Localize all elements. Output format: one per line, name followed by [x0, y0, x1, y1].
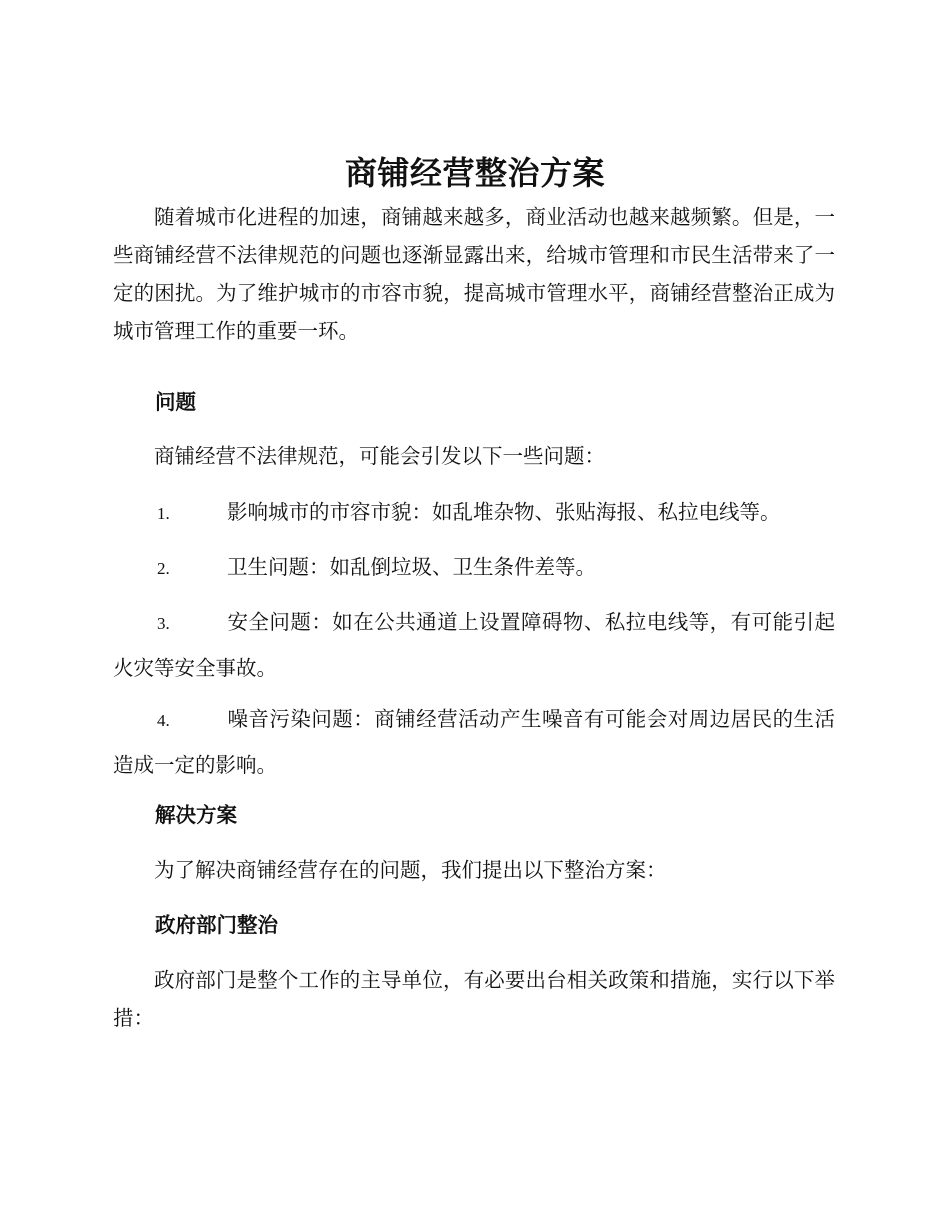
- problems-lead-paragraph: 商铺经营不法律规范，可能会引发以下一些问题：: [154, 444, 605, 468]
- solutions-heading: 解决方案: [155, 803, 237, 827]
- government-paragraph: 政府部门是整个工作的主导单位，有必要出台相关政策和措施，实行以下举措：: [113, 968, 835, 1030]
- list-item-text: 噪音污染问题：商铺经营活动产生噪音有可能会对周边居民的生活造成一定的影响。: [113, 707, 835, 777]
- list-item-text: 影响城市的市容市貌：如乱堆杂物、张贴海报、私拉电线等。: [227, 500, 781, 524]
- list-item-number: 4.: [157, 711, 170, 730]
- document-title: 商铺经营整治方案: [344, 154, 605, 192]
- list-item-number: 1.: [157, 504, 170, 523]
- problem-list-item: [113, 545, 835, 591]
- list-item-text: 卫生问题：如乱倒垃圾、卫生条件差等。: [227, 555, 596, 579]
- solutions-lead-paragraph: 为了解决商铺经营存在的问题，我们提出以下整治方案：: [154, 858, 667, 882]
- problem-list-item: [113, 490, 835, 536]
- list-item-number: 3.: [157, 614, 170, 633]
- problems-heading: 问题: [155, 390, 196, 414]
- intro-paragraph: 随着城市化进程的加速，商铺越来越多，商业活动也越来越频繁。但是，一些商铺经营不法律规范的问题也逐渐显露出来，给城市管理和市民生活带来了一定的困扰。为了维护城市的市容市貌，提高城市管理水平，商铺经营整治正成为城市管理工作的重要一环。: [113, 205, 835, 343]
- problem-list-item: [113, 697, 835, 787]
- list-item-number: 2.: [157, 559, 170, 578]
- list-item-text: 安全问题：如在公共通道上设置障碍物、私拉电线等，有可能引起火灾等安全事故。: [113, 610, 835, 680]
- government-heading: 政府部门整治: [155, 913, 278, 937]
- problem-list-item: [113, 600, 835, 690]
